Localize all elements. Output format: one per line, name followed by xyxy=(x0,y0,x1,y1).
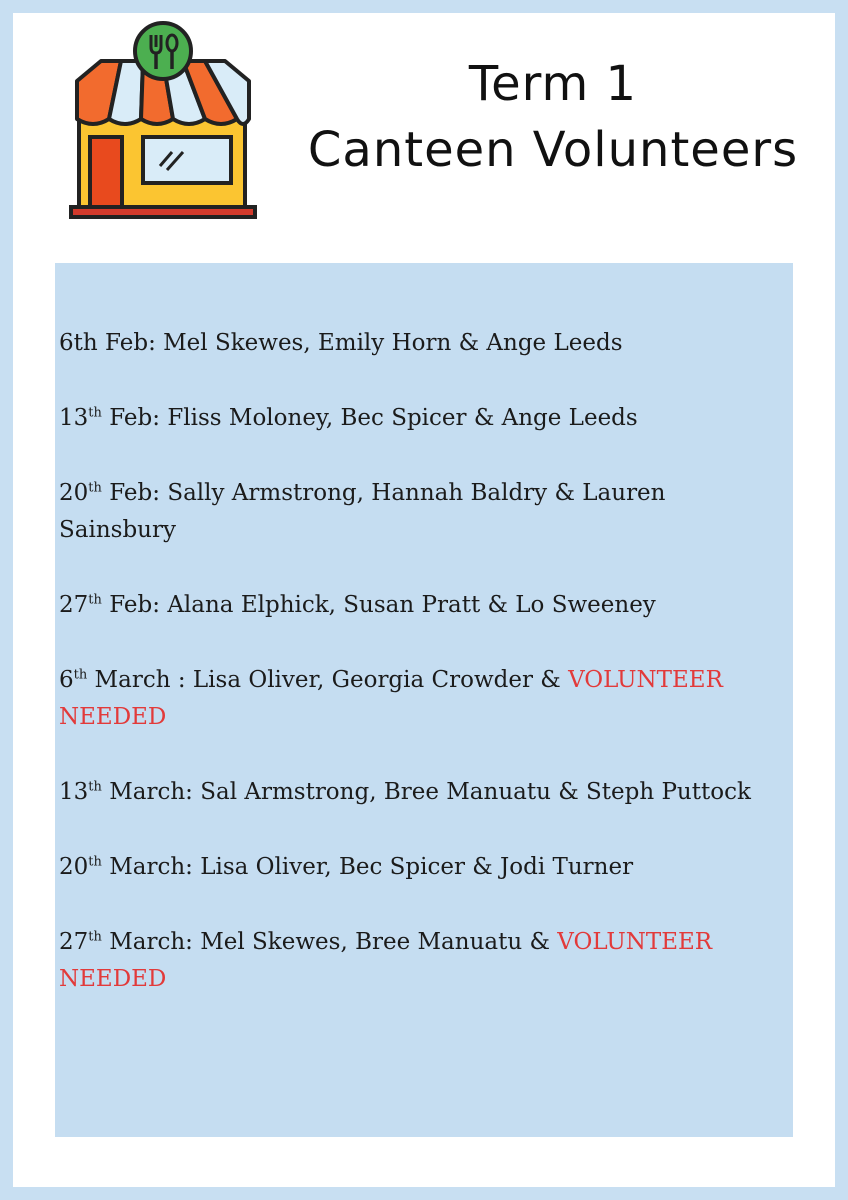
entry-names: Lisa Oliver, Georgia Crowder & xyxy=(192,667,569,693)
entry-separator: : xyxy=(185,854,201,880)
page-title xyxy=(283,51,823,183)
entry-separator: : xyxy=(148,330,164,356)
fork-and-spoon-icon xyxy=(135,23,191,79)
roster-entry-feb-20 xyxy=(59,475,781,549)
entry-separator: : xyxy=(152,405,168,431)
page xyxy=(13,13,835,1187)
entry-month: March xyxy=(101,779,186,805)
entry-separator: : xyxy=(152,592,168,618)
entry-names: Fliss Moloney, Bec Spicer & Ange Leeds xyxy=(167,405,638,431)
roster-entry-march-20 xyxy=(59,849,781,886)
roster-panel xyxy=(55,263,793,1137)
entry-names: Alana Elphick, Susan Pratt & Lo Sweeney xyxy=(167,592,656,618)
entry-day: 13 xyxy=(59,779,89,805)
entry-names: Sal Armstrong, Bree Manuatu & Steph Puttock xyxy=(200,779,751,805)
entry-month: Feb xyxy=(101,405,153,431)
entry-names: Lisa Oliver, Bec Spicer & Jodi Turner xyxy=(200,854,634,880)
volunteer-needed-label: VOLUNTEER NEEDED xyxy=(59,929,713,992)
entry-names: Mel Skewes, Bree Manuatu & xyxy=(200,929,558,955)
entry-day: 20 xyxy=(59,854,89,880)
roster-entry-feb-27 xyxy=(59,587,781,624)
roster-entry-march-13 xyxy=(59,774,781,811)
entry-day-suffix: th xyxy=(88,779,102,795)
shop-icon xyxy=(57,11,269,223)
roster-entry-feb-13 xyxy=(59,400,781,437)
entry-day-suffix: th xyxy=(73,667,88,683)
roster-entry-march-27 xyxy=(59,924,781,998)
entry-day: 27 xyxy=(59,592,89,618)
entry-day-suffix: th xyxy=(88,592,102,608)
entry-separator: : xyxy=(185,779,201,805)
entry-day-suffix: th xyxy=(88,854,102,870)
entry-day-suffix: th xyxy=(88,929,102,945)
entry-month: March xyxy=(87,667,171,693)
roster-entry-march-6 xyxy=(59,662,781,736)
entry-day-suffix: th xyxy=(88,405,102,421)
entry-names: Mel Skewes, Emily Horn & Ange Leeds xyxy=(163,330,623,356)
entry-month: March xyxy=(101,929,186,955)
entry-separator: : xyxy=(185,929,201,955)
entry-day: 6 xyxy=(59,667,74,693)
entry-names: Sally Armstrong, Hannah Baldry & Lauren Sainsbury xyxy=(59,480,666,543)
entry-day: 6th xyxy=(59,330,98,356)
entry-separator: : xyxy=(152,480,168,506)
entry-day: 20 xyxy=(59,480,89,506)
entry-day: 13 xyxy=(59,405,89,431)
entry-day: 27 xyxy=(59,929,89,955)
volunteer-needed-label: VOLUNTEER NEEDED xyxy=(59,667,723,730)
entry-month: March xyxy=(101,854,186,880)
entry-separator: : xyxy=(170,667,193,693)
title-line-2: Canteen Volunteers xyxy=(307,122,799,178)
entry-day-suffix: th xyxy=(88,480,102,496)
entry-month: Feb xyxy=(101,480,153,506)
entry-month: Feb xyxy=(101,592,153,618)
title-line-1: Term 1 xyxy=(468,56,638,112)
entry-month: Feb xyxy=(97,330,149,356)
roster-list xyxy=(59,325,781,1036)
roster-entry-feb-6 xyxy=(59,325,781,362)
